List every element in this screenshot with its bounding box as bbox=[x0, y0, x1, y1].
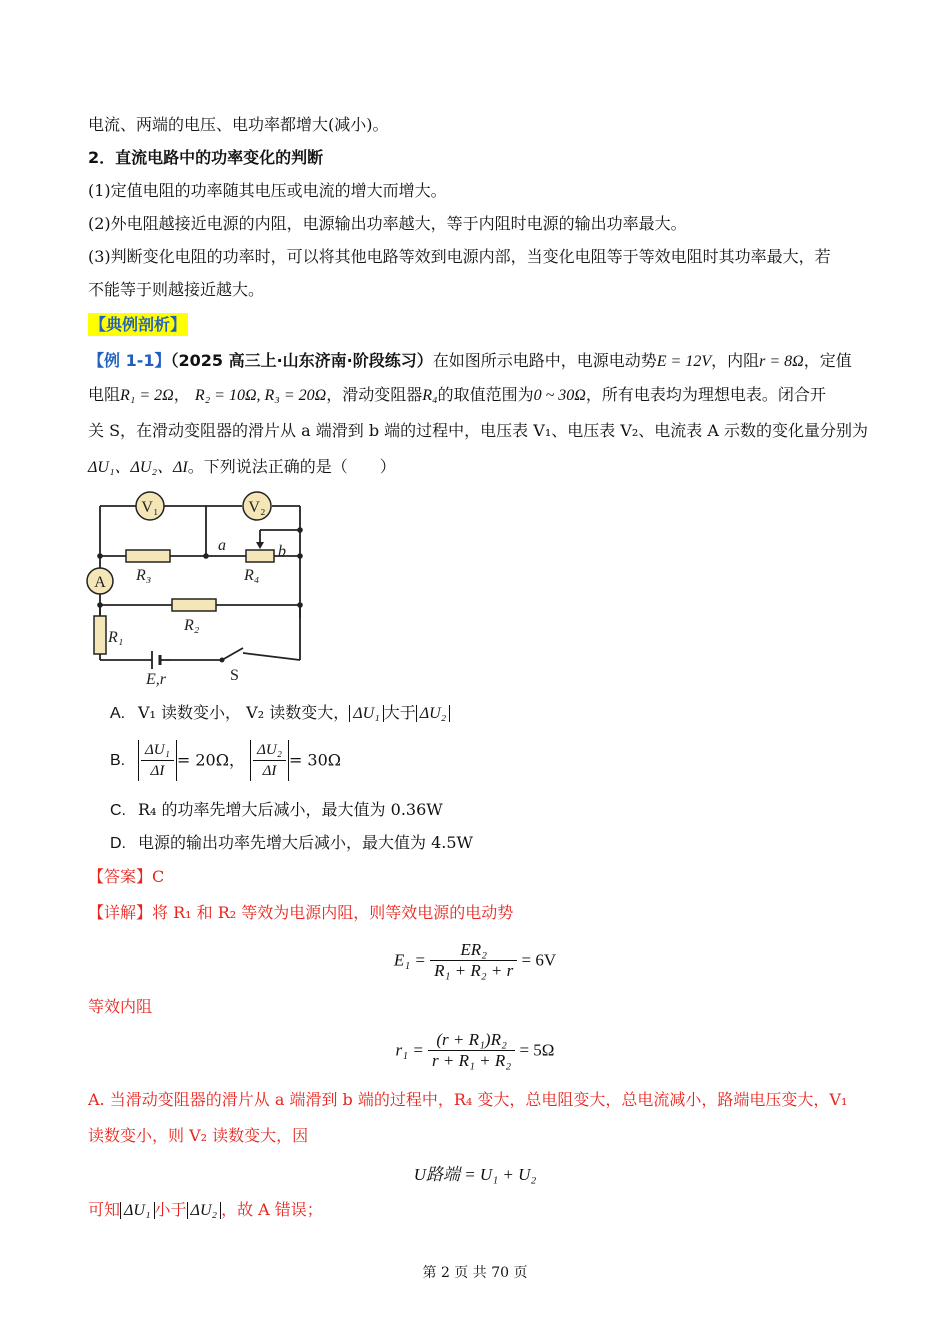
v1-label: V₁ bbox=[141, 499, 159, 516]
r2-r3-values: R₂ = 10Ω, R₃ = 20Ω bbox=[194, 387, 327, 404]
section-tag-label: 【典例剖析】 bbox=[90, 315, 187, 334]
page-footer: 第 2 页 共 70 页 bbox=[422, 1265, 528, 1281]
battery-label: E,r bbox=[146, 671, 166, 688]
option-b-den2: ΔI bbox=[262, 763, 277, 779]
conclusion-text: ，故 A 错误； bbox=[221, 1200, 323, 1219]
option-b-den1: ΔI bbox=[150, 763, 165, 779]
r1-resistor bbox=[94, 616, 106, 654]
option-d bbox=[110, 832, 473, 855]
example-line-4 bbox=[88, 456, 396, 479]
conclusion-text: 小于 bbox=[154, 1200, 187, 1219]
option-c-text: R₄ 的功率先增大后减小，最大值为 0.36W bbox=[138, 800, 443, 819]
example-text: 在如图所示电路中，电源电动势 bbox=[432, 351, 657, 370]
r4-resistor bbox=[246, 550, 274, 562]
delta-vars: ΔU₁、ΔU₂、ΔI bbox=[88, 459, 188, 476]
eq1-denominator: R₁ + R₂ + r bbox=[434, 961, 514, 980]
section-tag bbox=[88, 314, 188, 336]
conclusion-du2: ΔU₂ bbox=[187, 1202, 222, 1219]
intro-line: 电流、两端的电压、电功率都增大(减小)。 bbox=[88, 115, 389, 134]
eq2-denominator: r + R₁ + R₂ bbox=[432, 1051, 512, 1070]
option-a-label: A. bbox=[110, 705, 126, 722]
option-a bbox=[110, 702, 450, 725]
detail-text: 将 R₁ 和 R₂ 等效为电源内阻，则等效电源的电动势 bbox=[152, 903, 514, 922]
eq1-lhs: E₁ = bbox=[393, 950, 426, 970]
eq2-rhs: = 5Ω bbox=[519, 1040, 555, 1060]
conclusion-a bbox=[88, 1199, 323, 1222]
r4-symbol: R₄ bbox=[422, 387, 438, 404]
example-source: （2025 高三上·山东济南·阶段练习） bbox=[170, 351, 433, 370]
option-b bbox=[110, 740, 341, 781]
eq1-rhs: = 6V bbox=[521, 950, 557, 970]
equation-emf bbox=[0, 940, 950, 981]
detail-tag: 【详解】 bbox=[88, 903, 153, 922]
option-d-label: D. bbox=[110, 835, 126, 852]
eq1-numerator: ER₂ bbox=[430, 940, 517, 961]
example-line-2: 电阻R₁ = 2Ω， R₂ = 10Ω, R₃ = 20Ω，滑动变阻器R₄的取值范围为0 ~ 30Ω，所有电表均为理想电表。闭合开 bbox=[88, 385, 826, 404]
option-c bbox=[110, 799, 443, 822]
r2-label: R₂ bbox=[184, 617, 200, 634]
equation-resistance bbox=[0, 1030, 950, 1071]
option-a-du1: ΔU₁ bbox=[349, 705, 384, 722]
section-heading: 2．直流电路中的功率变化的判断 bbox=[88, 148, 324, 167]
example-line-3: 关 S，在滑动变阻器的滑片从 a 端滑到 b 端的过程中，电压表 V₁、电压表 V₂、电流表 A 示数的变化量分别为 bbox=[88, 421, 869, 440]
r4-label: R₄ bbox=[244, 567, 260, 584]
r1-value: R₁ = 2Ω bbox=[120, 387, 174, 404]
detail-line bbox=[88, 902, 513, 924]
example-text: ，滑动变阻器 bbox=[326, 385, 423, 404]
terminal-a-label: a bbox=[218, 537, 226, 554]
emf-value: E = 12V bbox=[656, 353, 712, 370]
option-c-label: C. bbox=[110, 802, 126, 819]
option-a-du2: ΔU₂ bbox=[416, 705, 451, 722]
option-b-val1: = 20Ω， bbox=[176, 750, 245, 770]
example-text: 电阻 bbox=[88, 385, 121, 404]
analysis-a-line2: 读数变小，则 V₂ 读数变大，因 bbox=[88, 1126, 309, 1145]
example-text: 的取值范围为 bbox=[437, 385, 534, 404]
question-prompt: 。下列说法正确的是（ ） bbox=[187, 457, 396, 476]
v2-label: V₂ bbox=[248, 499, 266, 516]
analysis-a-line1: A. 当滑动变阻器的滑片从 a 端滑到 b 端的过程中，R₄ 变大，总电阻变大，总电流减小，路端电压变大，V₁ bbox=[88, 1090, 848, 1109]
example-tag: 【例 1-1】 bbox=[88, 351, 171, 370]
example-text: ，内阻 bbox=[711, 351, 760, 370]
r4-range: 0 ~ 30Ω bbox=[533, 387, 586, 404]
rule-2: (2)外电阻越接近电源的内阻，电源输出功率越大，等于内阻时电源的输出功率最大。 bbox=[88, 214, 687, 233]
conclusion-text: 可知 bbox=[88, 1200, 121, 1219]
option-b-num1: ΔU₁ bbox=[141, 740, 174, 761]
rule-1: (1)定值电阻的功率随其电压或电流的增大而增大。 bbox=[88, 181, 447, 200]
r3-resistor bbox=[126, 550, 170, 562]
option-a-mid: 大于 bbox=[383, 703, 416, 722]
r1-label: R₁ bbox=[108, 629, 124, 646]
switch-label: S bbox=[230, 667, 239, 684]
option-d-text: 电源的输出功率先增大后减小，最大值为 4.5W bbox=[138, 833, 473, 852]
r2-resistor bbox=[172, 599, 216, 611]
eq2-numerator: (r + R₁)R₂ bbox=[428, 1030, 515, 1051]
ammeter-label: A bbox=[94, 574, 106, 591]
option-a-text: V₁ 读数变小， V₂ 读数变大， bbox=[138, 703, 350, 722]
equation-voltage: U路端 = U₁ + U₂ bbox=[413, 1165, 537, 1184]
rule-3: (3)判断变化电阻的功率时，可以将其他电路等效到电源内部，当变化电阻等于等效电阻时其功率最大，若 bbox=[88, 247, 831, 266]
equivalent-resistance-label: 等效内阻 bbox=[88, 997, 153, 1016]
answer-label: 【答案】C bbox=[88, 867, 165, 886]
example-text: ，定值 bbox=[803, 351, 852, 370]
conclusion-du1: ΔU₁ bbox=[120, 1202, 155, 1219]
option-b-label: B. bbox=[110, 751, 126, 769]
terminal-b-label: b bbox=[278, 543, 286, 560]
rule-3-cont: 不能等于则越接近越大。 bbox=[88, 280, 265, 299]
option-b-num2: ΔU₂ bbox=[253, 740, 286, 761]
option-b-val2: = 30Ω bbox=[288, 750, 342, 770]
internal-resistance: r = 8Ω bbox=[759, 353, 804, 370]
circuit-diagram bbox=[80, 488, 320, 688]
r3-label: R₃ bbox=[136, 567, 152, 584]
example-text: ，所有电表均为理想电表。闭合开 bbox=[585, 385, 826, 404]
eq2-lhs: r₁ = bbox=[395, 1040, 424, 1060]
example-line-1 bbox=[88, 350, 852, 373]
